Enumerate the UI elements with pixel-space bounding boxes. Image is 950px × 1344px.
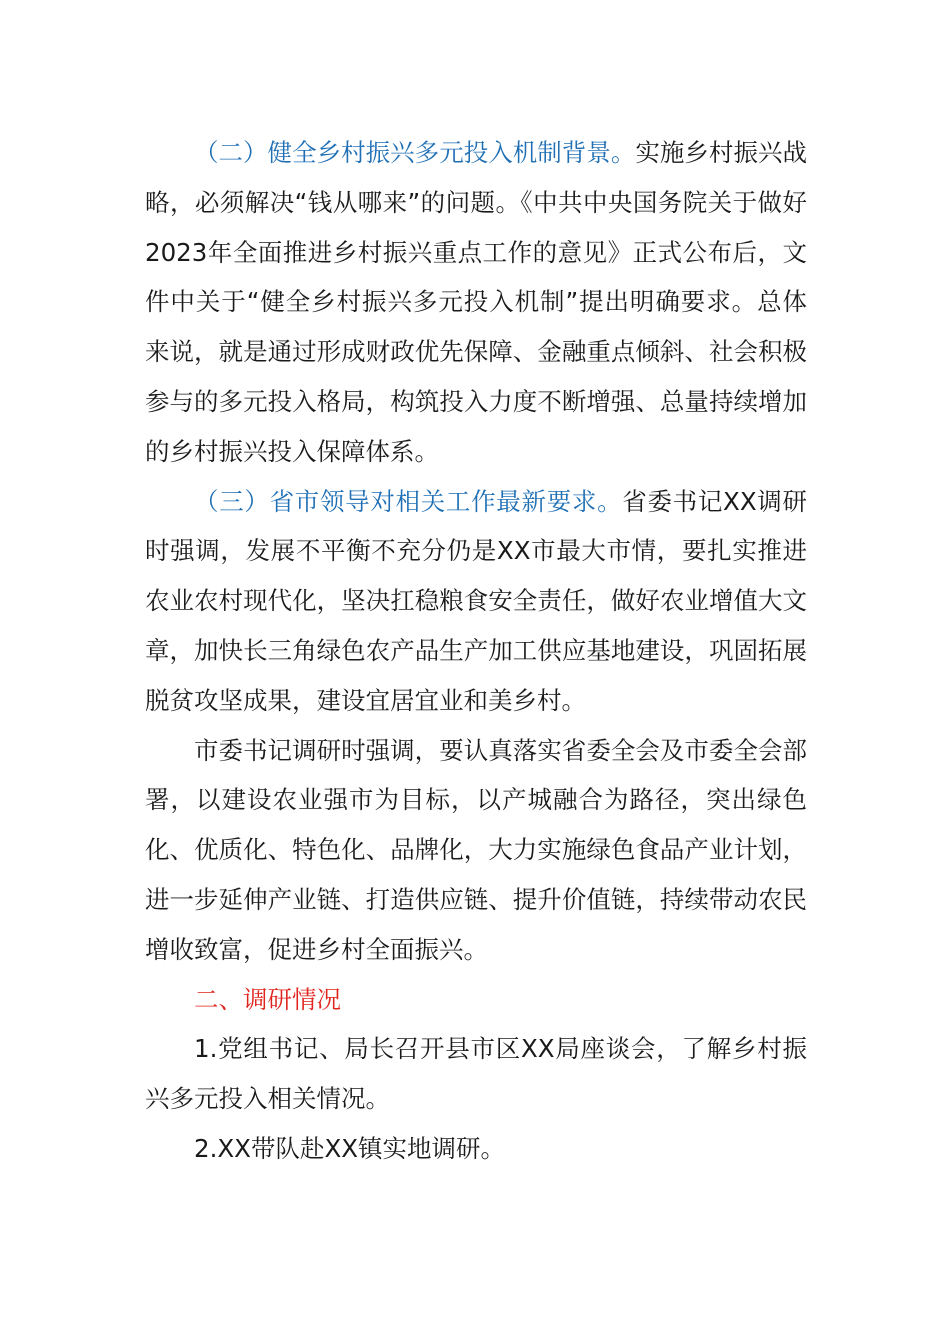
document-page: [145, 128, 807, 1174]
paragraph-investment-mechanism: [145, 128, 807, 477]
paragraph-body: 2.XX带队赴XX镇实地调研。: [194, 1133, 506, 1163]
paragraph-leadership-requirements: [145, 477, 807, 726]
subheading-leadership-requirements: （三）省市领导对相关工作最新要求。: [194, 486, 623, 516]
section-title-research: 二、调研情况: [194, 984, 341, 1014]
paragraph-body: 市委书记调研时强调，要认真落实省委全会及市委全会部署，以建设农业强市为目标，以产城融合为路径，突出绿色化、优质化、特色化、品牌化，大力实施绿色食品产业计划，进一步延伸产业链、打造供应链、提升价值链，持续带动农民增收致富，促进乡村全面振兴。: [145, 735, 807, 964]
subheading-investment-mechanism: （二）健全乡村振兴多元投入机制背景。: [194, 138, 636, 167]
paragraph-city-secretary: [145, 726, 807, 975]
list-item-research-2: [145, 1124, 807, 1174]
list-item-research-1: [145, 1024, 807, 1124]
paragraph-body: 省委书记XX调研时强调，发展不平衡不充分仍是XX市最大市情，要扎实推进农业农村现代化，坚决扛稳粮食安全责任，做好农业增值大文章，加快长三角绿色农产品生产加工供应基地建设，巩固拓展脱贫攻坚成果，建设宜居宜业和美乡村。: [145, 486, 808, 715]
paragraph-body: 1.党组书记、局长召开县市区XX局座谈会，了解乡村振兴多元投入相关情况。: [145, 1034, 807, 1114]
paragraph-body: 实施乡村振兴战略，必须解决“钱从哪来”的问题。《中共中央国务院关于做好2023年全面推进乡村振兴重点工作的意见》正式公布后，文件中关于“健全乡村振兴多元投入机制”提出明确要求。总体来说，就是通过形成财政优先保障、金融重点倾斜、社会积极参与的多元投入格局，构筑投入力度不断增强、总量持续增加的乡村振兴投入保障体系。: [145, 138, 807, 466]
